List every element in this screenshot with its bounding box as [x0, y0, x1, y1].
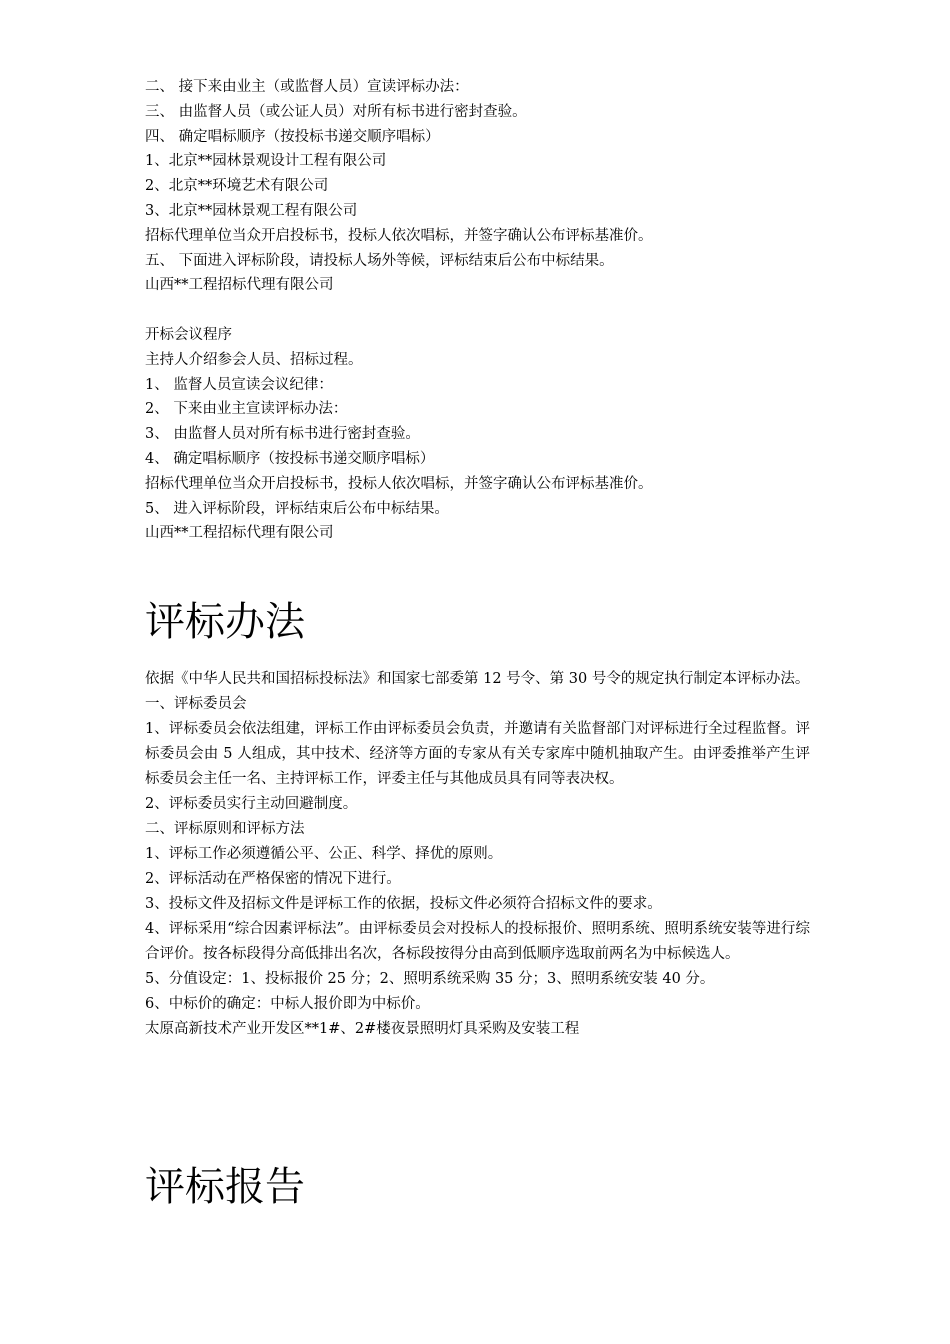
principles-title: 二、评标原则和评标方法	[145, 821, 305, 837]
bidder-line: 2、北京**环境艺术有限公司	[145, 178, 329, 195]
bidder-line: 1、北京**园林景观设计工程有限公司	[145, 153, 387, 170]
meeting-line: 主持人介绍参会人员、招标过程。	[145, 351, 363, 368]
opening-program-section	[145, 75, 810, 546]
bidder-line: 3、北京**园林景观工程有限公司	[145, 202, 358, 219]
blank-line	[145, 298, 810, 323]
meeting-line: 2、 下来由业主宣读评标办法：	[145, 401, 348, 418]
meeting-line: 5、 进入评标阶段，评标结束后公布中标结果。	[145, 500, 449, 517]
committee-item: 2、评标委员实行主动回避制度。	[145, 796, 358, 812]
program-line: 招标代理单位当众开启投标书，投标人依次唱标，并签字确认公布评标基准价。	[145, 227, 653, 244]
program-line: 五、 下面进入评标阶段，请投标人场外等候，评标结束后公布中标结果。	[145, 252, 614, 269]
meeting-program-title: 开标会议程序	[145, 326, 232, 343]
program-line: 二、 接下来由业主（或监督人员）宣读评标办法：	[145, 79, 469, 95]
principle-item: 4、评标采用“综合因素评标法”。由评标委员会对投标人的投标报价、照明系统、照明系统安装等进行综合评价。按各标段得分高低排出名次，各标段按得分由高到低顺序选取前两名为中标候选人。	[145, 921, 810, 962]
principle-item: 3、投标文件及招标文件是评标工作的依据，投标文件必须符合招标文件的要求。	[145, 896, 662, 912]
method-heading: 评标办法	[145, 599, 305, 645]
report-heading: 评标报告	[145, 1164, 305, 1210]
meeting-line: 4、 确定唱标顺序（按投标书递交顺序唱标）	[145, 450, 435, 467]
principle-item: 1、评标工作必须遵循公平、公正、科学、择优的原则。	[145, 846, 503, 862]
meeting-line: 3、 由监督人员对所有标书进行密封查验。	[145, 426, 420, 443]
agency-signature: 山西**工程招标代理有限公司	[145, 525, 334, 542]
committee-title: 一、评标委员会	[145, 696, 247, 712]
evaluation-method-section	[145, 667, 810, 1042]
program-line: 四、 确定唱标顺序（按投标书递交顺序唱标）	[145, 128, 440, 145]
meeting-line: 1、 监督人员宣读会议纪律：	[145, 376, 333, 393]
committee-item: 1、评标委员会依法组建，评标工作由评标委员会负责，并邀请有关监督部门对评标进行全过程监督。评标委员会由 5 人组成，其中技术、经济等方面的专家从有关专家库中随机抽取产生。由评委推举产生评标委员会主任一名、主持评标工作，评委主任与其他成员具有同等表决权。	[145, 721, 810, 787]
principle-item: 5、分值设定：1、投标报价 25 分；2、照明系统采购 35 分；3、照明系统安装 40 分。	[145, 971, 715, 987]
principle-item: 2、评标活动在严格保密的情况下进行。	[145, 871, 401, 887]
project-name: 太原高新技术产业开发区**1#、2#楼夜景照明灯具采购及安装工程	[145, 1021, 580, 1037]
program-line: 三、 由监督人员（或公证人员）对所有标书进行密封查验。	[145, 103, 527, 120]
principle-item: 6、中标价的确定：中标人报价即为中标价。	[145, 996, 430, 1012]
meeting-line: 招标代理单位当众开启投标书，投标人依次唱标，并签字确认公布评标基准价。	[145, 475, 653, 492]
agency-signature: 山西**工程招标代理有限公司	[145, 277, 334, 294]
method-intro: 依据《中华人民共和国招标投标法》和国家七部委第 12 号令、第 30 号令的规定执行制定本评标办法。	[145, 671, 810, 687]
